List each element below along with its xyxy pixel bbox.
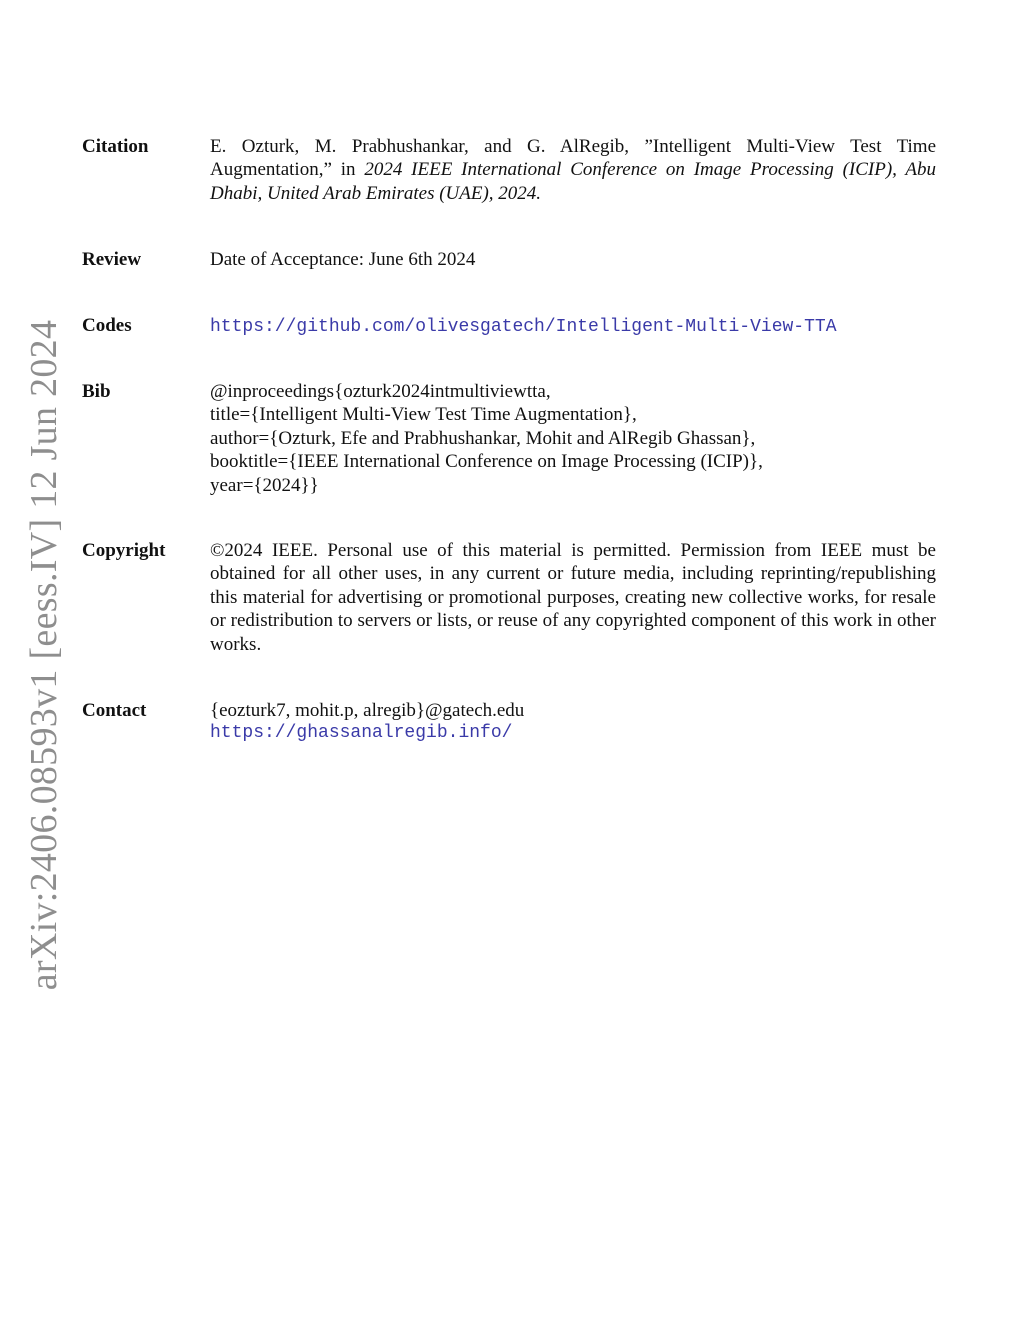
bib-line: author={Ozturk, Efe and Prabhushankar, Mohit and AlRegib Ghassan},: [210, 427, 756, 449]
copyright-label: Copyright: [82, 540, 166, 561]
bib-line: year={2024}}: [210, 474, 319, 496]
bib-label: Bib: [82, 381, 111, 402]
bib-line: title={Intelligent Multi-View Test Time Augmentation},: [210, 404, 637, 426]
code-repository-link[interactable]: https://github.com/olivesgatech/Intelligent-Multi-View-TTA: [210, 317, 837, 337]
bib-line: @inproceedings{ozturk2024intmultiviewtta,: [210, 381, 551, 402]
codes-label: Codes: [82, 315, 132, 336]
contact-label: Contact: [82, 700, 147, 721]
bib-line: booktitle={IEEE International Conference on Image Processing (ICIP)},: [210, 451, 763, 473]
citation-title: ”Intelligent Multi-View Test Time Augmentation,”: [210, 136, 936, 181]
contact-website-link[interactable]: https://ghassanalregib.info/: [210, 723, 513, 744]
arxiv-identifier-stamp: arXiv:2406.08593v1 [eess.IV] 12 Jun 2024: [23, 319, 65, 991]
contact-emails: {eozturk7, mohit.p, alregib}@gatech.edu: [210, 700, 525, 721]
citation-text: [210, 135, 936, 205]
citation-venue: 2024 IEEE International Conference on Image Processing (ICIP), Abu Dhabi, United Arab Emirates (UAE), 2024.: [210, 159, 937, 204]
review-label: Review: [82, 249, 142, 270]
citation-in: in: [340, 159, 356, 181]
citation-label: Citation: [82, 136, 149, 157]
bibtex-entry: [210, 380, 936, 497]
citation-authors: E. Ozturk, M. Prabhushankar, and G. AlRegib,: [210, 136, 630, 157]
review-text: Date of Acceptance: June 6th 2024: [210, 249, 476, 270]
copyright-text: ©2024 IEEE. Personal use of this material is permitted. Permission from IEEE must be obtained for all other uses, in any current or future media, including reprinting/republishing this material for advertising or promotional purposes, creating new collective works, for resale or redistribution to servers or lists, or reuse of any copyrighted component of this work in other works.: [210, 540, 936, 655]
